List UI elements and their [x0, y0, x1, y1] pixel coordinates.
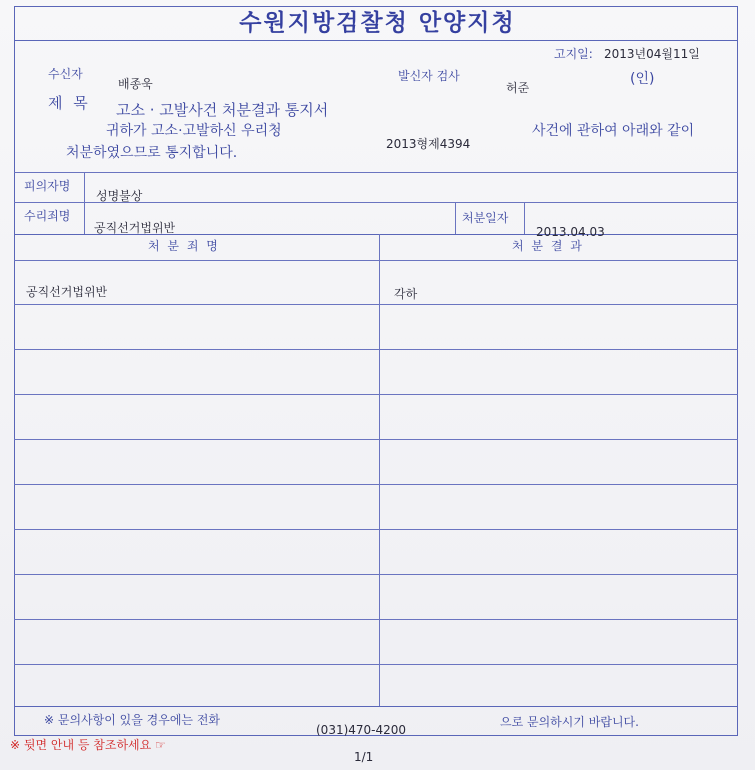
- seal-mark: (인): [630, 71, 655, 87]
- row1-result: 각하: [394, 287, 418, 301]
- charge-value: 공직선거법위반: [94, 221, 176, 235]
- recipient-label: 수신자: [48, 67, 83, 81]
- page-number: 1/1: [354, 750, 374, 764]
- col-disposal-charge: 처 분 죄 명: [148, 239, 220, 253]
- disposal-date-label: 처분일자: [462, 211, 509, 225]
- suspect-label: 피의자명: [24, 179, 71, 193]
- disposal-date: 2013.04.03: [536, 225, 605, 239]
- footer-note: ※ 뒷면 안내 등 참조하세요 ☞: [10, 738, 166, 752]
- row1-charge: 공직선거법위반: [26, 285, 108, 299]
- sender-name: 허준: [506, 81, 530, 95]
- case-number: 2013형제4394: [386, 137, 471, 151]
- recipient-name: 배종욱: [118, 77, 153, 91]
- notice-date: 2013년04월11일: [604, 47, 700, 61]
- title-divider: [14, 40, 738, 41]
- subject-label: 제 목: [48, 94, 91, 112]
- footer-inquiry-b: 으로 문의하시기 바랍니다.: [500, 715, 639, 729]
- col-disposal-result: 처 분 결 과: [512, 239, 584, 253]
- notice-date-label: 고지일:: [554, 47, 593, 61]
- subject-text: 고소 · 고발사건 처분결과 통지서: [116, 101, 329, 119]
- footer-phone: (031)470-4200: [316, 723, 407, 737]
- sender-label: 발신자 검사: [398, 69, 460, 83]
- agency-title: 수원지방검찰청 안양지청: [239, 10, 516, 36]
- body-line-1b: 사건에 관하여 아래와 같이: [532, 123, 695, 139]
- body-line-2: 처분하였으므로 통지합니다.: [66, 145, 238, 161]
- suspect-name: 성명불상: [96, 189, 143, 203]
- footer-inquiry-a: ※ 문의사항이 있을 경우에는 전화: [44, 713, 221, 727]
- charge-label: 수리죄명: [24, 209, 71, 223]
- body-line-1a: 귀하가 고소·고발하신 우리청: [106, 123, 282, 139]
